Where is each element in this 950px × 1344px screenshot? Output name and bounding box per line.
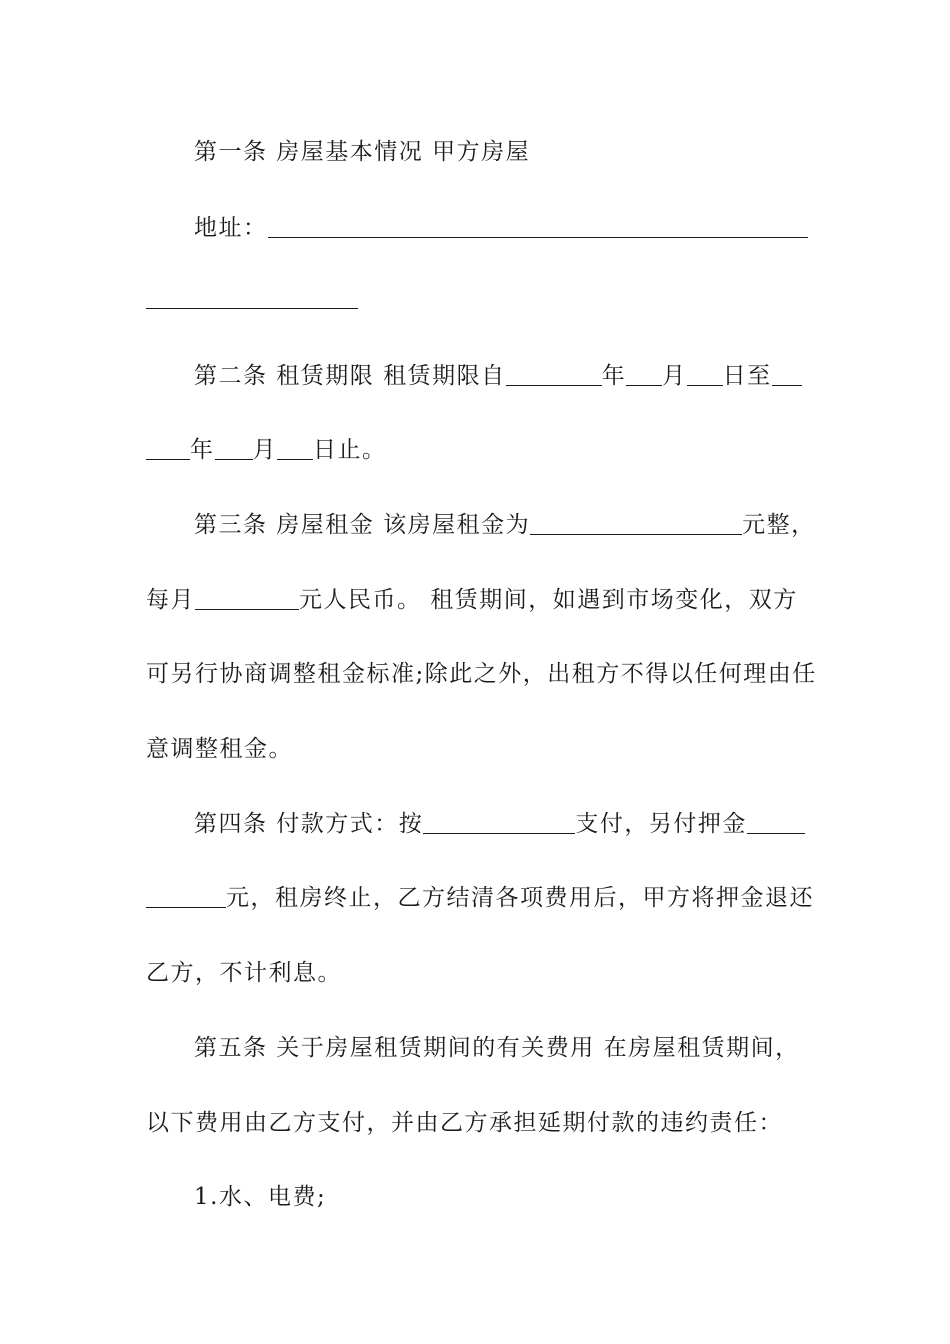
rent-total-blank	[530, 512, 742, 535]
article-3-text-b: 元人民币。 租赁期间，如遇到市场变化，双方	[299, 587, 798, 613]
start-month-blank	[626, 363, 662, 386]
article-5-text-b: 以下费用由乙方支付，并由乙方承担延期付款的违约责任：	[146, 1110, 783, 1136]
address-blank-continued	[146, 308, 358, 309]
deposit-blank-part1	[747, 811, 805, 834]
article-2-line-1	[194, 358, 808, 394]
item-1-text: 1.水、电费;	[194, 1184, 327, 1210]
address-line	[194, 210, 808, 246]
article-4-text-d: 乙方，不计利息。	[146, 960, 342, 986]
article-3-line-1	[194, 507, 816, 543]
article-5-text: 第五条 关于房屋租赁期间的有关费用 在房屋租赁期间，	[194, 1035, 800, 1061]
article-3-line-2	[146, 582, 808, 618]
end-day-blank	[277, 437, 313, 460]
address-label: 地址：	[194, 215, 268, 241]
end-year-blank-part1	[772, 363, 802, 386]
end-month-blank	[215, 437, 253, 460]
month-label: 月	[252, 437, 277, 463]
article-4-line-1	[194, 806, 808, 842]
article-4-line-2	[146, 880, 814, 916]
yuan-whole-label: 元整，	[742, 512, 816, 538]
deposit-blank-part2	[146, 885, 226, 908]
article-5-item-1	[194, 1179, 808, 1215]
month-label: 月	[662, 363, 687, 389]
article-3-text-c: 可另行协商调整租金标准;除此之外，出租方不得以任何理由任	[146, 661, 817, 687]
article-2-text: 第二条 租赁期限 租赁期限自	[194, 363, 506, 389]
article-4-text: 第四条 付款方式：按	[194, 811, 424, 837]
article-4-text-c: 元，租房终止，乙方结清各项费用后，甲方将押金退还	[226, 885, 814, 911]
year-label: 年	[601, 363, 627, 389]
article-5-line-2	[146, 1105, 808, 1141]
article-2-line-2	[146, 432, 808, 468]
article-5-line-1	[194, 1030, 808, 1066]
article-3-text-d: 意调整租金。	[146, 736, 293, 762]
start-year-blank	[506, 363, 602, 386]
article-4-text-b: 支付，另付押金	[575, 811, 747, 837]
day-end-label: 日止。	[313, 437, 387, 463]
monthly-label: 每月	[146, 587, 195, 613]
article-3-text: 第三条 房屋租金 该房屋租金为	[194, 512, 531, 538]
article-4-line-3	[146, 955, 808, 991]
day-to-label: 日至	[722, 363, 772, 389]
monthly-rent-blank	[195, 587, 299, 610]
article-3-line-3	[146, 656, 817, 692]
payment-method-blank	[423, 811, 575, 834]
article-3-line-4	[146, 731, 808, 767]
address-blank	[268, 215, 808, 238]
end-year-blank-part2	[146, 437, 190, 460]
article-1-title	[194, 134, 808, 170]
article-1-title-text: 第一条 房屋基本情况 甲方房屋	[194, 139, 531, 165]
year-label: 年	[190, 437, 215, 463]
start-day-blank	[687, 363, 723, 386]
